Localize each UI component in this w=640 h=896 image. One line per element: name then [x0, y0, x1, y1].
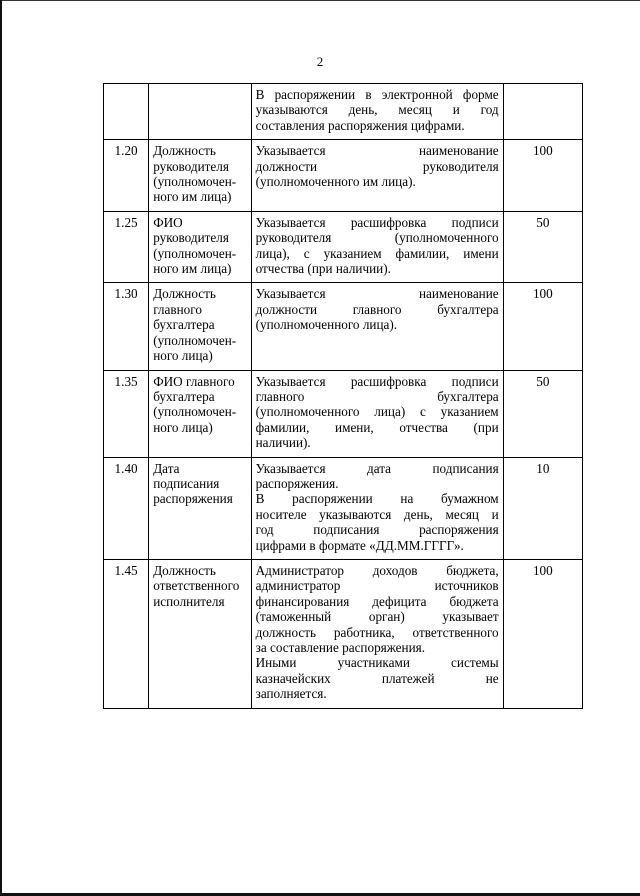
field-description-line: (уполномоченного им лица).	[255, 174, 416, 190]
field-description-line: указываются день, месяц и год	[255, 102, 499, 118]
field-description-cell	[251, 84, 503, 140]
field-description-line: руководителя (уполномоченного	[255, 230, 499, 246]
field-size: 10	[503, 457, 582, 559]
field-description-cell	[251, 370, 503, 457]
row-number: 1.25	[104, 211, 149, 283]
field-description-cell	[251, 283, 503, 370]
field-name-line: главного	[153, 301, 202, 317]
field-description-cell	[251, 211, 503, 283]
field-description-line: лица), с указанием фамилии, имени	[255, 245, 499, 261]
field-name-line: Дата	[153, 460, 180, 476]
field-name-line: руководителя	[153, 158, 229, 174]
field-name-line: ФИО главного	[153, 373, 235, 389]
field-name-line: ного лица)	[153, 419, 213, 435]
field-name-line: бухгалтера	[153, 317, 215, 333]
field-name-cell	[149, 370, 251, 457]
field-description-line: Указывается наименование	[255, 286, 499, 302]
field-name-cell	[149, 457, 251, 559]
table-row	[104, 283, 583, 370]
field-name-line: Должность	[153, 143, 216, 159]
field-size: 50	[503, 211, 582, 283]
field-description-line: финансирования дефицита бюджета	[255, 593, 499, 609]
field-description-line: составления распоряжения цифрами.	[255, 117, 465, 133]
field-description-line: казначейских платежей не	[255, 670, 499, 686]
field-name-line: (уполномочен-	[153, 174, 237, 190]
field-name-line: исполнителя	[153, 593, 225, 609]
field-description-line: распоряжения.	[255, 475, 339, 491]
row-number: 1.20	[104, 140, 149, 212]
field-description-cell	[251, 457, 503, 559]
requisites-table	[103, 83, 583, 709]
row-number: 1.45	[104, 559, 149, 708]
field-description-line: Указывается расшифровка подписи	[255, 214, 499, 230]
field-name-line: распоряжения	[153, 491, 233, 507]
field-description-cell	[251, 559, 503, 708]
table-row	[104, 84, 583, 140]
row-number	[104, 84, 149, 140]
field-name-line: бухгалтера	[153, 388, 215, 404]
field-size: 50	[503, 370, 582, 457]
field-name-line: руководителя	[153, 230, 229, 246]
field-description-line: (уполномоченного лица) с указанием	[255, 404, 499, 420]
table-row	[104, 370, 583, 457]
field-name-line: ного им лица)	[153, 261, 232, 277]
field-name-line: ответственного	[153, 578, 240, 594]
field-description-line: В распоряжении в электронной форме	[255, 87, 499, 102]
field-description-line: цифрами в формате «ДД.ММ.ГГГГ».	[255, 537, 464, 553]
field-size: 100	[503, 140, 582, 212]
field-name-line: (уполномочен-	[153, 245, 237, 261]
field-description-line: наличии).	[255, 435, 311, 451]
field-name-cell	[149, 559, 251, 708]
field-name-line: Должность	[153, 562, 216, 578]
field-description-line: Указывается дата подписания	[255, 460, 499, 476]
field-name-line: ного им лица)	[153, 189, 232, 205]
field-description-line: год подписания распоряжения	[255, 522, 499, 538]
field-name-line: Должность	[153, 286, 216, 302]
row-number: 1.35	[104, 370, 149, 457]
field-description-line: носителе указываются день, месяц и	[255, 506, 499, 522]
field-description-line: Администратор доходов бюджета,	[255, 562, 499, 578]
row-number: 1.40	[104, 457, 149, 559]
table-row	[104, 457, 583, 559]
scan-edge-top	[0, 0, 640, 1]
scan-edge-left	[0, 0, 2, 896]
field-size: 100	[503, 559, 582, 708]
field-name-cell	[149, 84, 251, 140]
field-description-line: должности главного бухгалтера	[255, 301, 499, 317]
table-row	[104, 211, 583, 283]
field-name-cell	[149, 211, 251, 283]
table-row	[104, 559, 583, 708]
row-number: 1.30	[104, 283, 149, 370]
field-description-line: должность работника, ответственного	[255, 624, 499, 640]
field-name-line: (уполномочен-	[153, 332, 237, 348]
field-name-line: ного лица)	[153, 348, 213, 364]
field-description-line: Иными участниками системы	[255, 655, 499, 671]
field-description-line: главного бухгалтера	[255, 388, 499, 404]
field-description-line: заполняется.	[255, 686, 327, 702]
table-row	[104, 140, 583, 212]
field-description-line: В распоряжении на бумажном	[255, 491, 499, 507]
field-description-line: Указывается расшифровка подписи	[255, 373, 499, 389]
field-description-line: (уполномоченного лица).	[255, 317, 398, 333]
field-description-line: администратор источников	[255, 578, 499, 594]
field-description-line: должности руководителя	[255, 158, 499, 174]
field-description-line: фамилии, имени, отчества (при	[255, 419, 499, 435]
field-description-line: за составление распоряжения.	[255, 640, 426, 655]
field-name-line: (уполномочен-	[153, 404, 237, 420]
field-name-line: ФИО	[153, 214, 183, 230]
field-size	[503, 84, 582, 140]
page-number: 2	[316, 54, 324, 69]
field-description-cell	[251, 140, 503, 212]
field-description-line: отчества (при наличии).	[255, 261, 391, 277]
field-name-cell	[149, 283, 251, 370]
field-size: 100	[503, 283, 582, 370]
field-description-line: (таможенный орган) указывает	[255, 609, 499, 625]
field-description-line: Указывается наименование	[255, 143, 499, 159]
field-name-line: подписания	[153, 475, 220, 491]
field-name-cell	[149, 140, 251, 212]
